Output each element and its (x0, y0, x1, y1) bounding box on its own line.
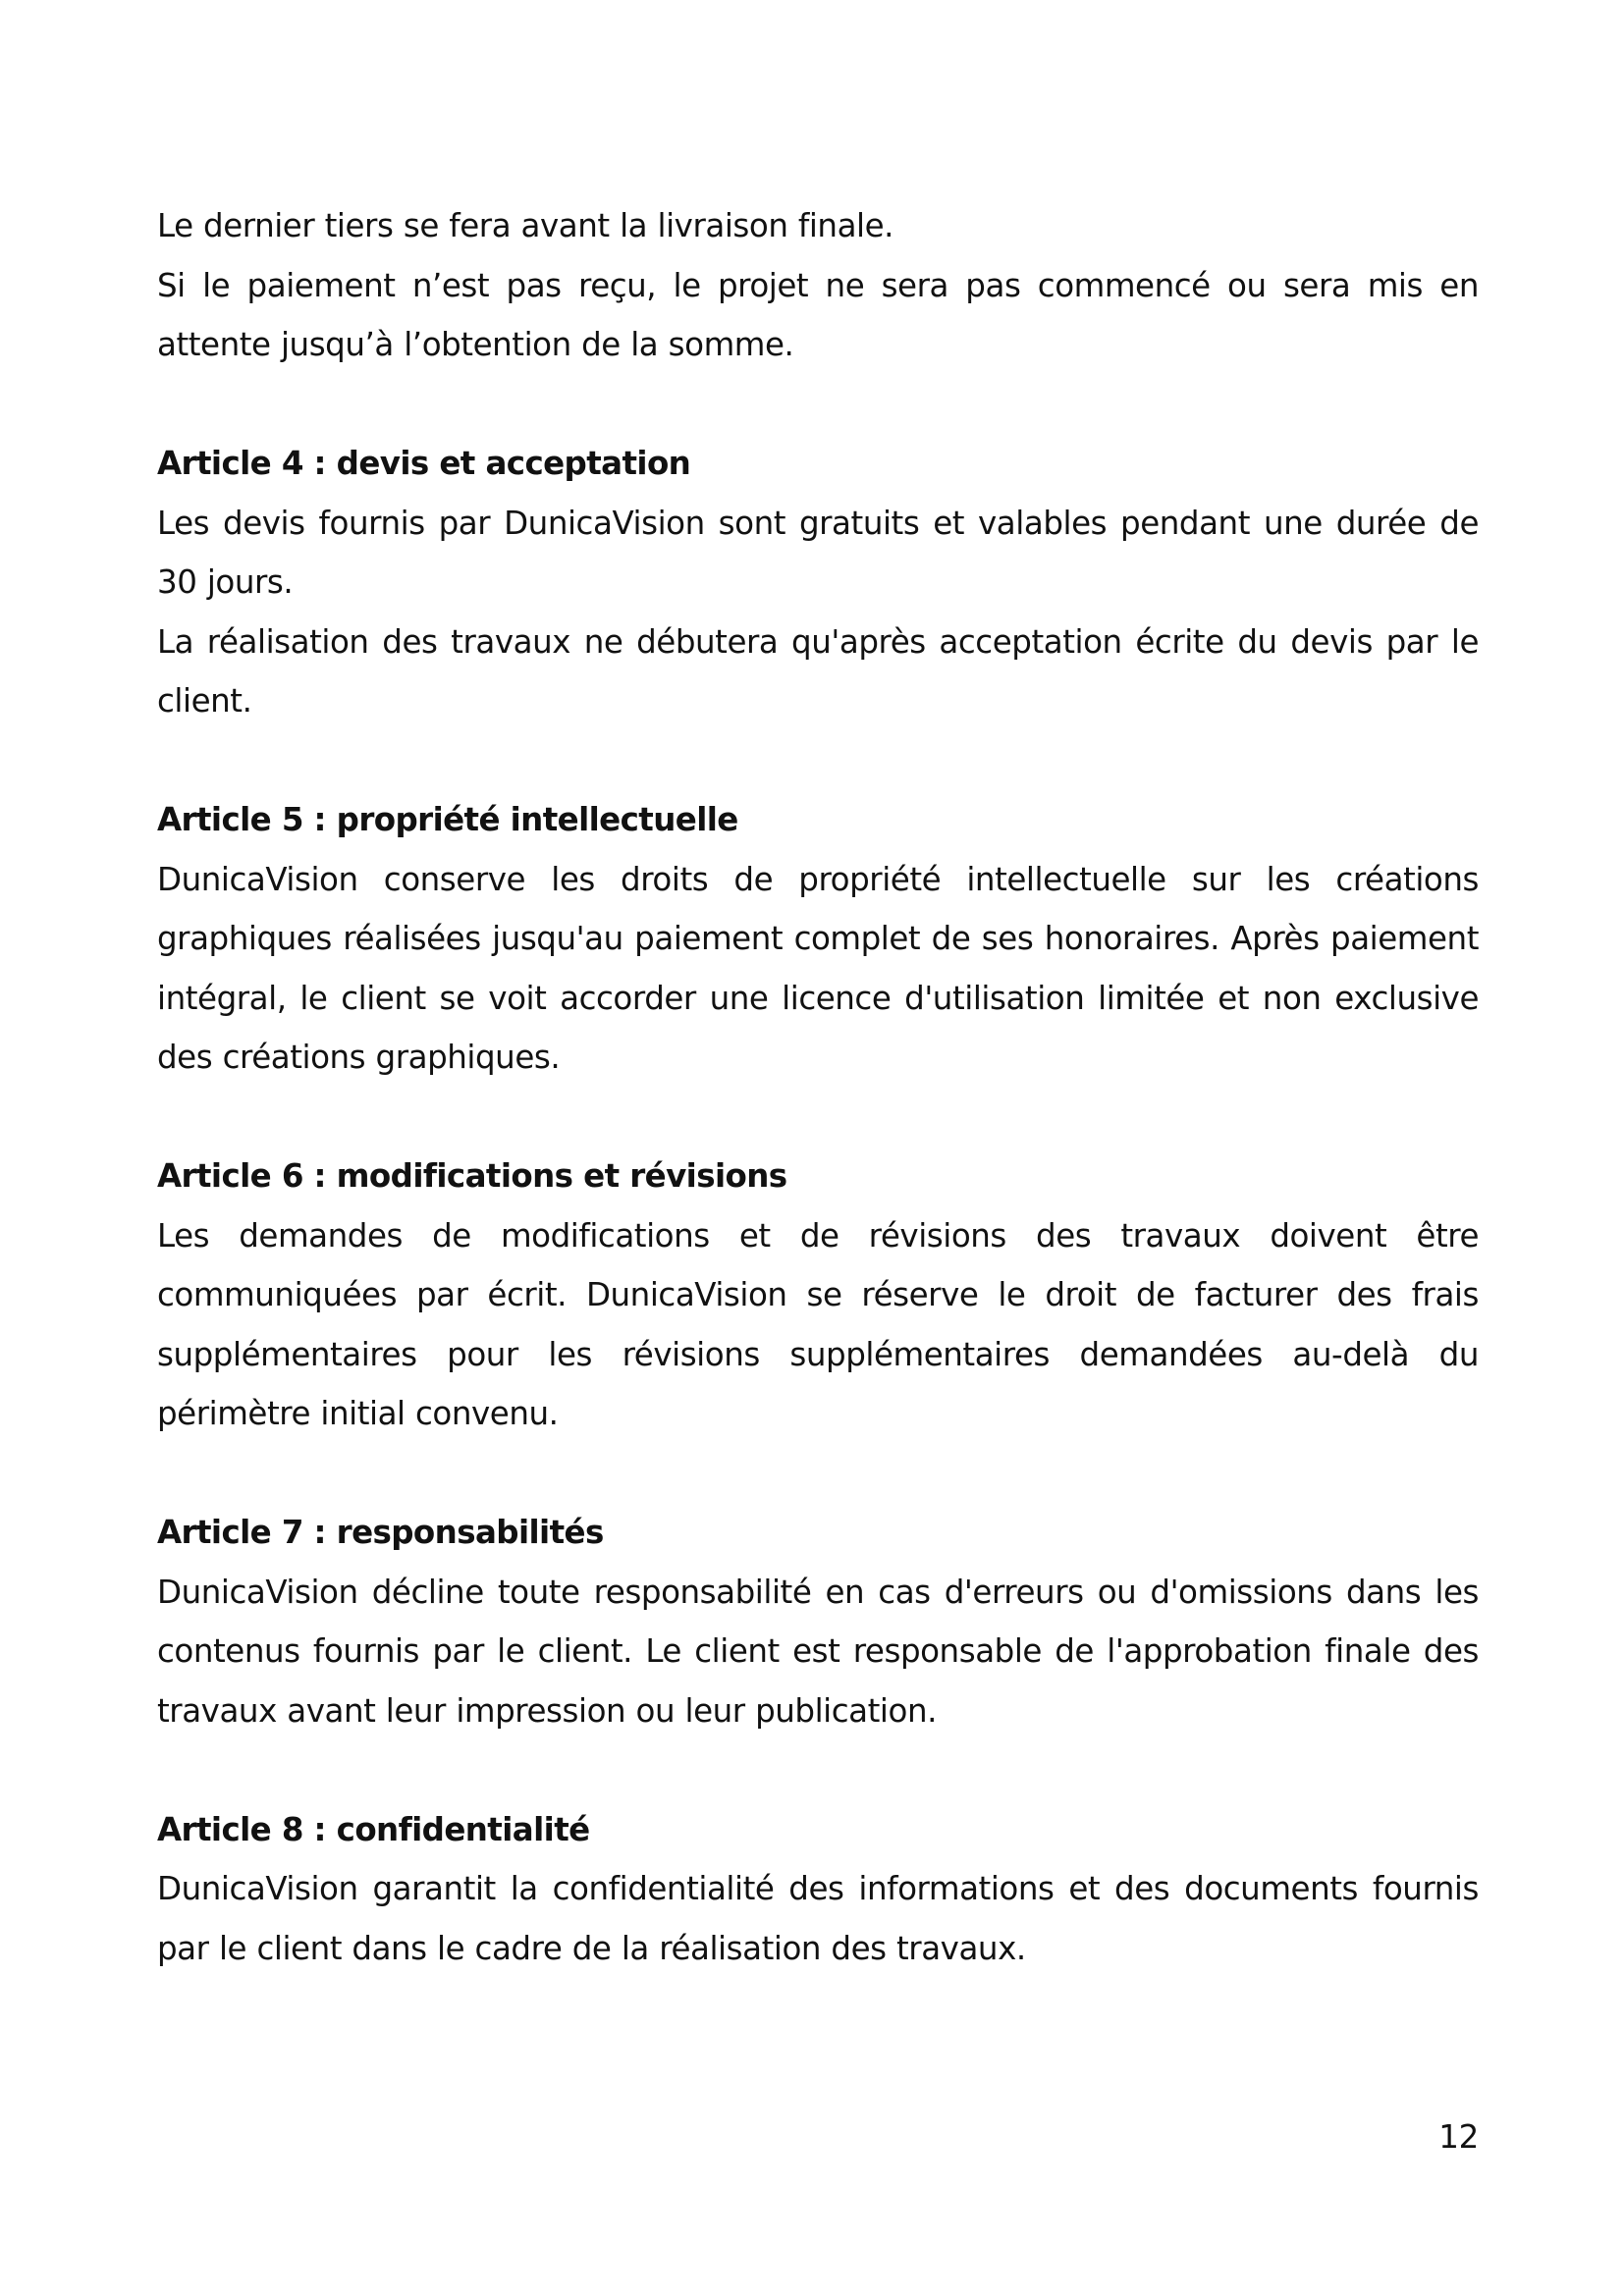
article-paragraph: La réalisation des travaux ne débutera qu'après acceptation écrite du devis par le client. (157, 622, 1479, 720)
article-paragraph: DunicaVision garantit la confidentialité des informations et des documents fournis par le client dans le cadre de la réalisation des travaux. (157, 1870, 1479, 1967)
article-title: Article 4 : devis et acceptation (157, 445, 691, 482)
article-6 (157, 1147, 1479, 1444)
article-paragraph: DunicaVision décline toute responsabilité en cas d'erreurs ou d'omissions dans les contenus fournis par le client. Le client est responsable de l'approbation finale des travaux avant leur impression ou leur publication. (157, 1573, 1479, 1730)
page-number: 12 (1438, 2118, 1479, 2156)
article-title: Article 8 : confidentialité (157, 1810, 590, 1848)
article-paragraph: Les demandes de modifications et de révisions des travaux doivent être communiquées par écrit. DunicaVision se réserve le droit de facturer des frais supplémentaires pour les révisions supplémentaires demandées au-delà du périmètre initial convenu. (157, 1216, 1479, 1432)
intro-line: Le dernier tiers se fera avant la livraison finale. (157, 207, 894, 244)
article-paragraph: Les devis fournis par DunicaVision sont gratuits et valables pendant une durée de 30 jours. (157, 504, 1479, 601)
article-7 (157, 1503, 1479, 1740)
article-5 (157, 790, 1479, 1088)
document-body (157, 196, 1479, 1978)
article-title: Article 5 : propriété intellectuelle (157, 801, 738, 838)
article-4 (157, 434, 1479, 731)
article-8 (157, 1800, 1479, 1979)
intro-paragraph: Si le paiement n’est pas reçu, le projet ne sera pas commencé ou sera mis en attente jusqu’à l’obtention de la somme. (157, 266, 1479, 363)
article-title: Article 7 : responsabilités (157, 1514, 604, 1551)
article-title: Article 6 : modifications et révisions (157, 1157, 787, 1195)
article-paragraph: DunicaVision conserve les droits de propriété intellectuelle sur les créations graphiques réalisées jusqu'au paiement complet de ses honoraires. Après paiement intégral, le client se voit accorder une licence d'utilisation limitée et non exclusive des créations graphiques. (157, 860, 1479, 1076)
